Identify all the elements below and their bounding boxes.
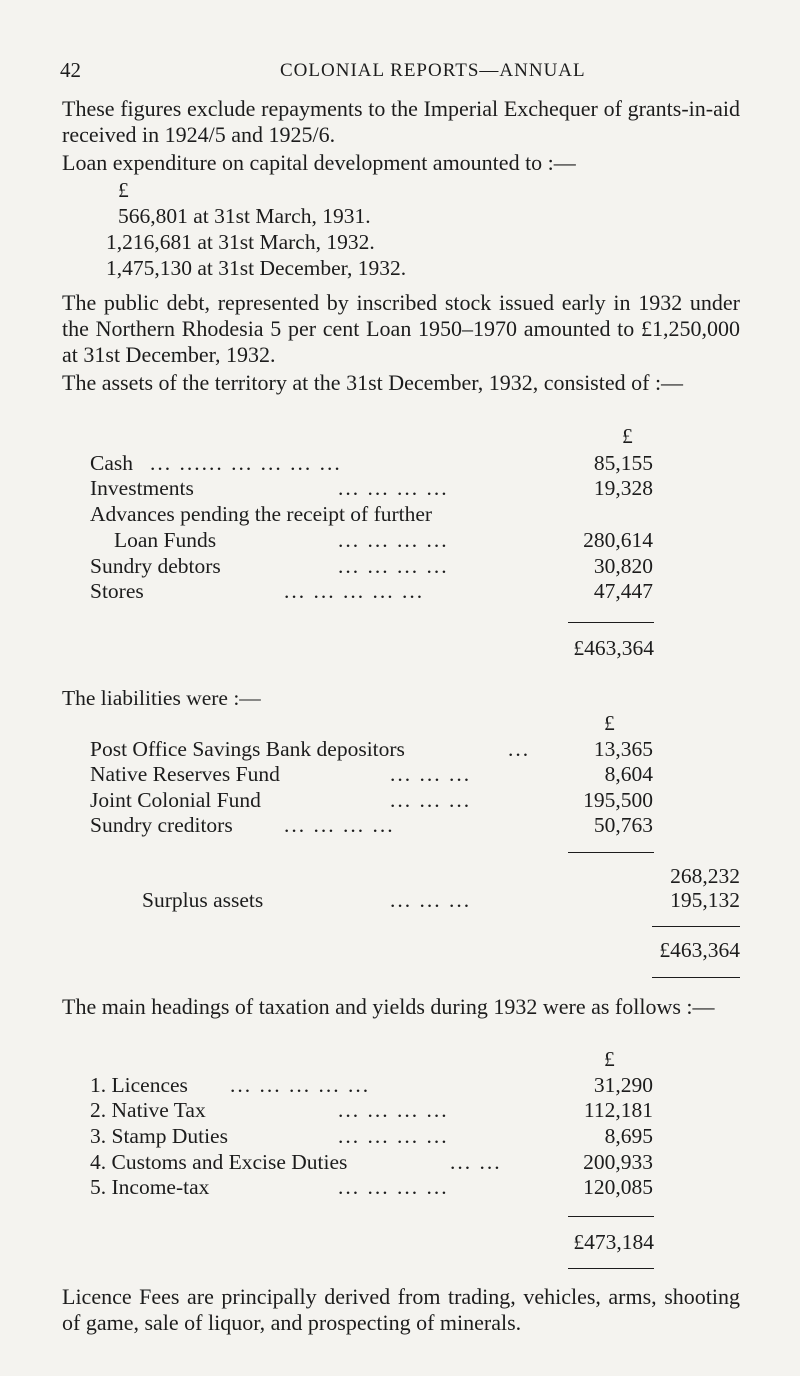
loan-row: 1,216,681 at 31st March, 1932. xyxy=(106,230,375,254)
running-header: COLONIAL REPORTS—ANNUAL xyxy=(280,60,586,81)
loan-currency-symbol: £ xyxy=(118,178,129,202)
tax-value: 8,695 xyxy=(604,1124,653,1148)
liability-leader: ... ... ... xyxy=(390,788,472,812)
liabilities-currency-header: £ xyxy=(604,711,615,735)
liability-leader: ... ... ... xyxy=(390,762,472,786)
tax-label: 5. Income-tax xyxy=(90,1175,210,1199)
asset-leader: ... ... ... ... xyxy=(338,476,449,500)
liabilities-subtotal-rule xyxy=(568,852,654,853)
asset-label: Advances pending the receipt of further xyxy=(90,502,433,526)
tax-leader: ... ... ... ... xyxy=(338,1175,449,1199)
surplus-leader: ... ... ... xyxy=(390,888,472,912)
tax-value: 31,290 xyxy=(593,1073,653,1097)
tax-value: 112,181 xyxy=(583,1098,653,1122)
liability-label: Sundry creditors xyxy=(90,813,233,837)
liabilities-intro: The liabilities were :— xyxy=(62,686,261,710)
page-number: 42 xyxy=(60,58,81,82)
liabilities-total-rule xyxy=(652,926,740,927)
assets-total: £463,364 xyxy=(573,636,654,660)
liability-value: 13,365 xyxy=(593,737,653,761)
asset-value: 47,447 xyxy=(593,579,653,603)
taxation-total-rule xyxy=(568,1216,654,1217)
asset-leader: ... ... ... ... xyxy=(338,554,449,578)
asset-leader: ... ... ... ... xyxy=(338,528,449,552)
tax-label: 4. Customs and Excise Duties xyxy=(90,1150,348,1174)
asset-label: Investments xyxy=(90,476,194,500)
tax-value: 120,085 xyxy=(583,1175,653,1199)
asset-value: 85,155 xyxy=(593,451,653,475)
liability-label: Native Reserves Fund xyxy=(90,762,280,786)
taxation-total: £473,184 xyxy=(573,1230,654,1254)
paragraph-taxation: The main headings of taxation and yields during 1932 were as follows :— xyxy=(62,994,715,1019)
taxation-total-underline xyxy=(568,1268,654,1269)
liabilities-total-underline xyxy=(652,977,740,978)
surplus-label: Surplus assets xyxy=(142,888,264,912)
taxation-currency-header: £ xyxy=(604,1047,615,1071)
paragraph-loan-expenditure: Loan expenditure on capital development amounted to :— xyxy=(62,150,576,175)
asset-label: Cash xyxy=(90,451,133,475)
paragraph-licence-fees: Licence Fees are principally derived from trading, vehicles, arms, shooting of game, sale of liquor, and prospecting of minerals. xyxy=(62,1284,740,1335)
liability-leader: ... xyxy=(508,737,531,761)
asset-leader: ... ...... ... ... ... ... xyxy=(150,451,342,475)
tax-label: 3. Stamp Duties xyxy=(90,1124,228,1148)
liability-value: 8,604 xyxy=(604,762,653,786)
tax-leader: ... ... ... ... ... xyxy=(230,1073,371,1097)
tax-label: 2. Native Tax xyxy=(90,1098,206,1122)
paragraph-grants: These figures exclude repayments to the Imperial Exchequer of grants-in-aid received in 1924/5 and 1925/6. xyxy=(62,96,740,147)
liability-label: Joint Colonial Fund xyxy=(90,788,261,812)
asset-value: 280,614 xyxy=(583,528,653,552)
assets-total-rule xyxy=(568,622,654,623)
loan-row: 566,801 at 31st March, 1931. xyxy=(118,204,371,228)
tax-leader: ... ... ... ... xyxy=(338,1098,449,1122)
liability-label: Post Office Savings Bank depositors xyxy=(90,737,405,761)
asset-label: Sundry debtors xyxy=(90,554,221,578)
liabilities-total: £463,364 xyxy=(659,938,740,962)
liability-value: 195,500 xyxy=(583,788,653,812)
asset-leader: ... ... ... ... ... xyxy=(284,579,425,603)
paragraph-assets: The assets of the territory at the 31st December, 1932, consisted of :— xyxy=(62,370,684,395)
tax-leader: ... ... ... ... xyxy=(338,1124,449,1148)
assets-currency-header: £ xyxy=(622,424,633,448)
asset-value: 30,820 xyxy=(593,554,653,578)
liability-leader: ... ... ... ... xyxy=(284,813,395,837)
tax-leader: ... ... xyxy=(450,1150,502,1174)
asset-label: Stores xyxy=(90,579,144,603)
asset-label: Loan Funds xyxy=(114,528,217,552)
tax-value: 200,933 xyxy=(583,1150,653,1174)
loan-row: 1,475,130 at 31st December, 1932. xyxy=(106,256,407,280)
liability-value: 50,763 xyxy=(593,813,653,837)
tax-label: 1. Licences xyxy=(90,1073,188,1097)
surplus-value: 195,132 xyxy=(670,888,740,912)
paragraph-public-debt: The public debt, represented by inscribed stock issued early in 1932 under the Northern Rhodesia 5 per cent Loan 1950–1970 amounted to £1,250,000 at 31st December, 1932. xyxy=(62,290,740,367)
liabilities-subtotal: 268,232 xyxy=(670,864,740,888)
asset-value: 19,328 xyxy=(593,476,653,500)
